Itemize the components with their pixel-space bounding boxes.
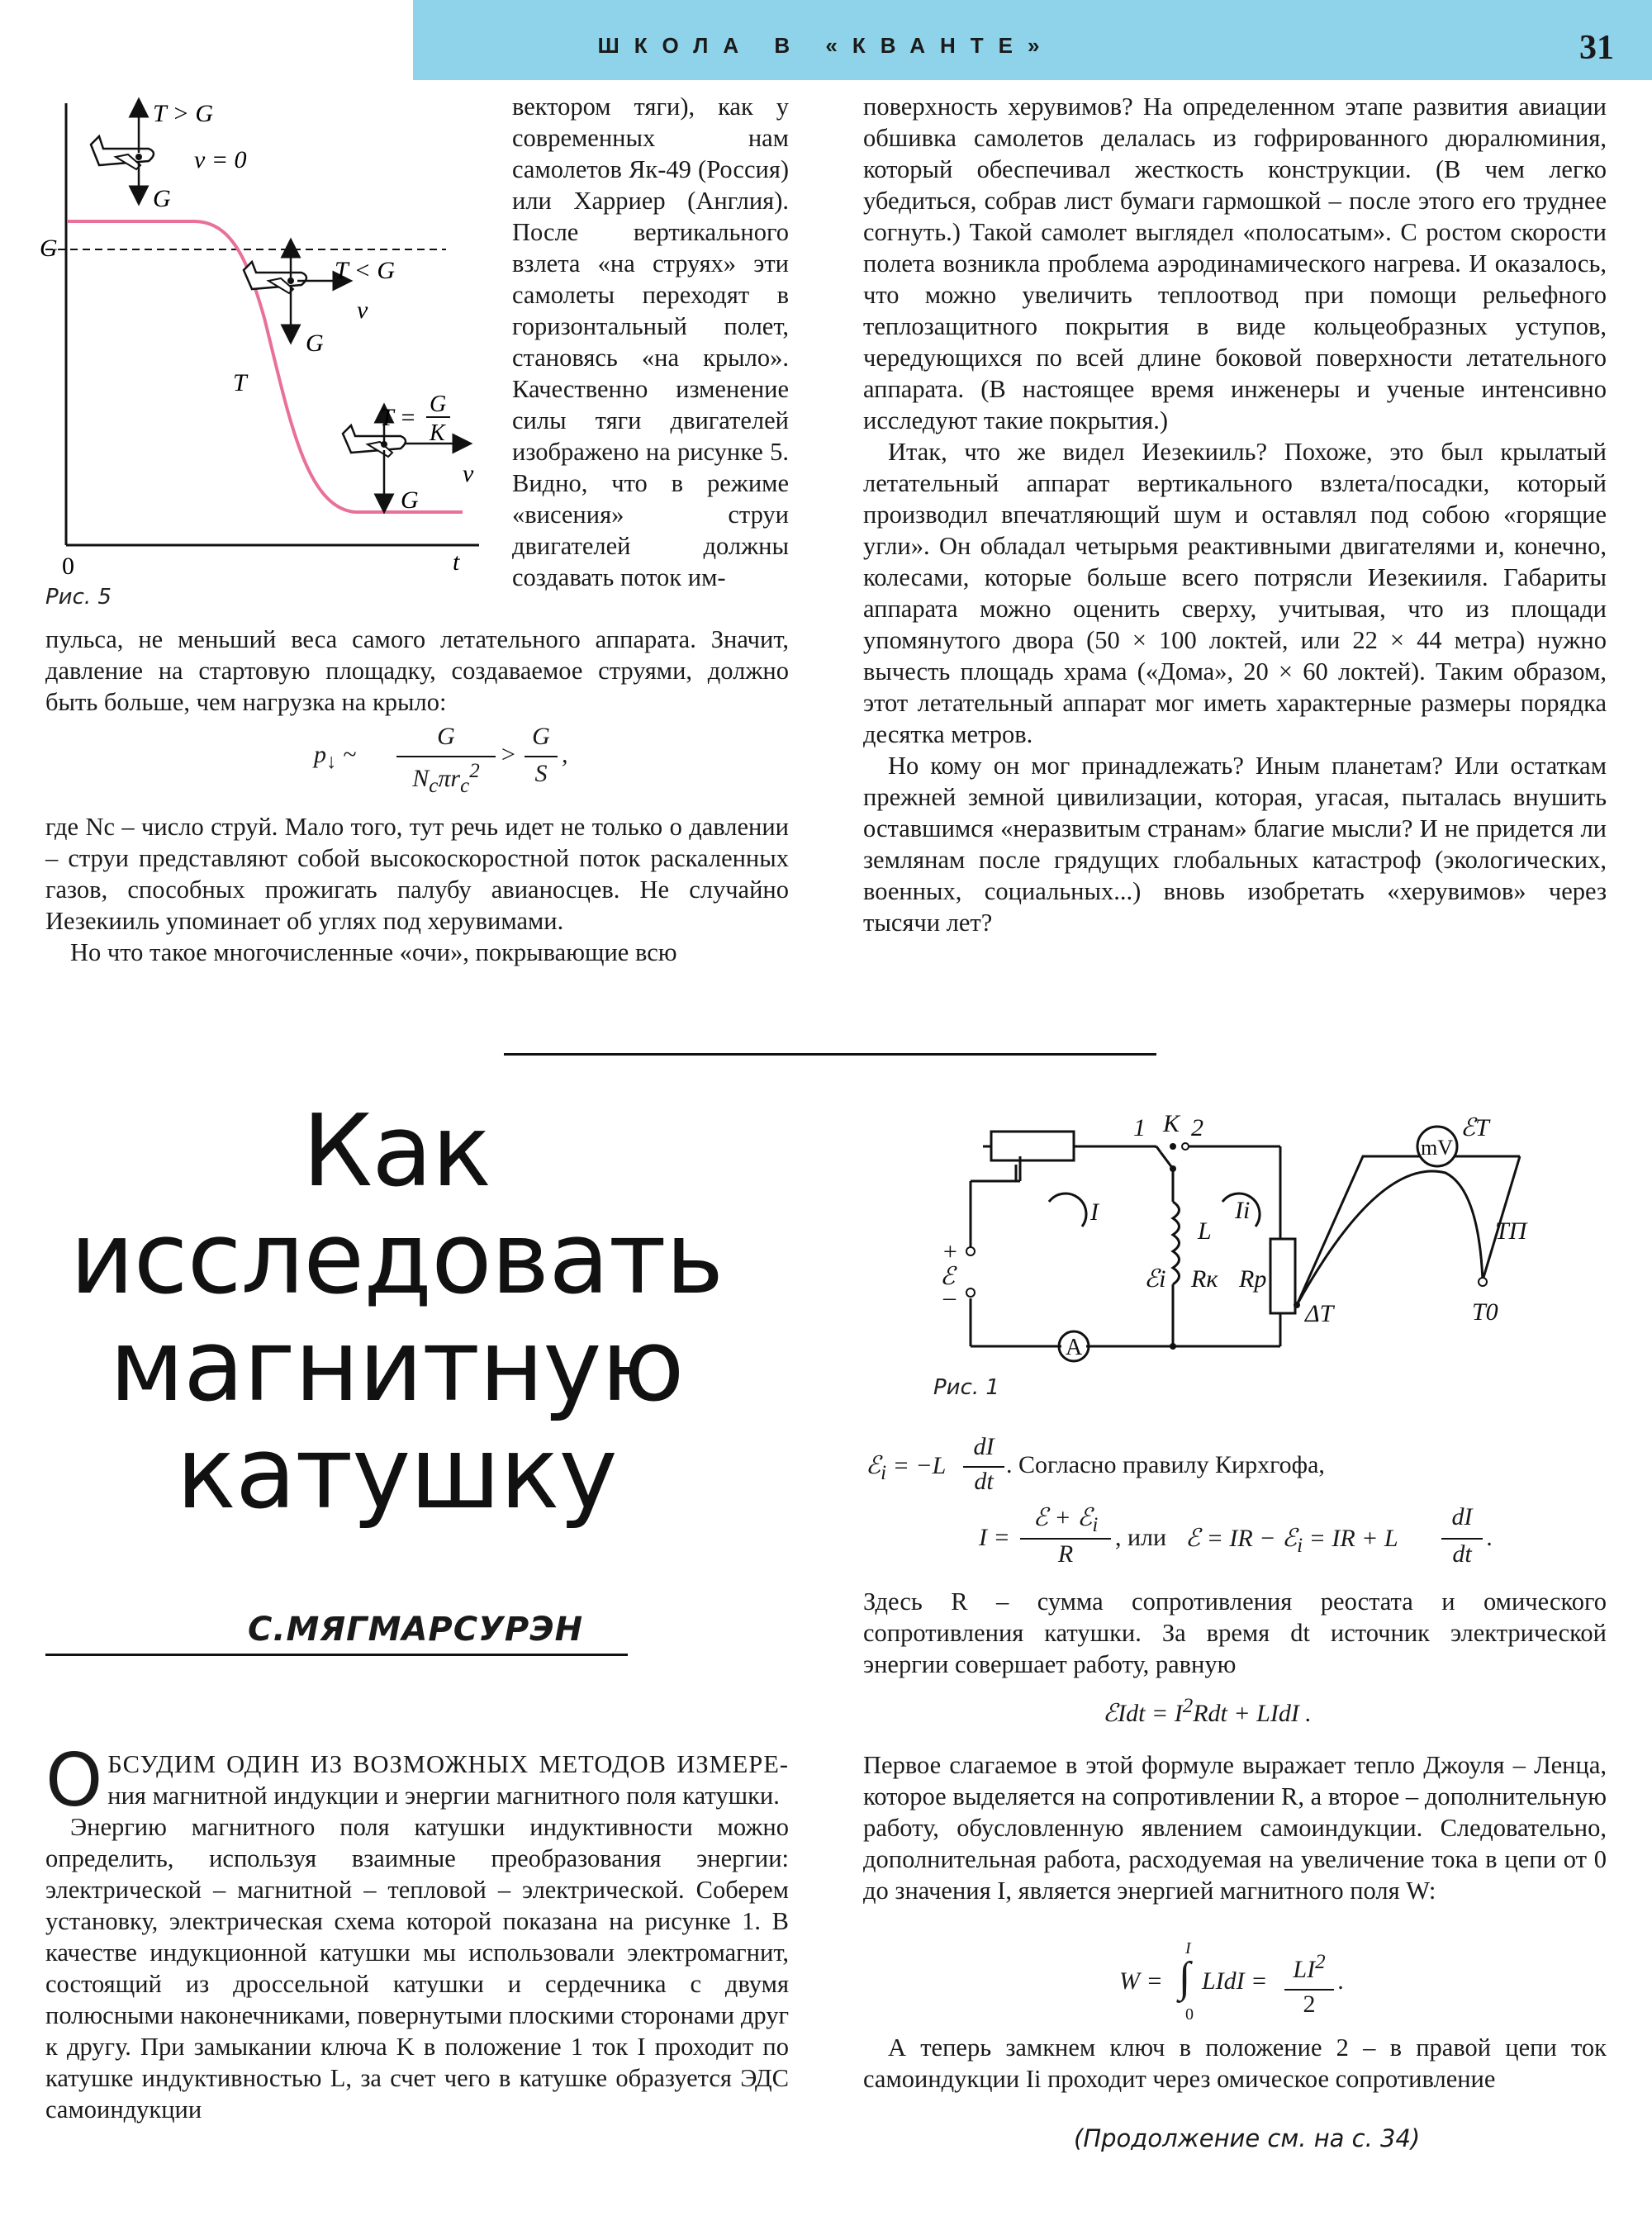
- label-e: ℰ: [940, 1263, 956, 1290]
- label-dt: ΔT: [1305, 1300, 1334, 1327]
- label-g2: G: [306, 330, 324, 357]
- article-body: [45, 1738, 789, 2125]
- article-author: С.МЯГМАРСУРЭН: [248, 1611, 584, 1649]
- label-ii: Ii: [1235, 1197, 1251, 1224]
- lead-paragraph: ОБСУДИМ ОДИН ИЗ ВОЗМОЖНЫХ МЕТОДОВ ИЗМЕРЕ- ния магнитной индукции и энергии магнитного поля катушки.: [45, 1738, 789, 1823]
- paragraph: Итак, что же видел Иезекииль? Похоже, это был крылатый летательный аппарат вертикального взлета/посадки, который производил впечатляющий шум и оставлял под собою «горящие угли». Он обладал четырьмя реактивными двигателями и, конечно, колесами, которые больше всего потрясли Иезекииля. Габариты аппарата можно оценить сверху, учитывая, что из площади упомянутого двора (50 × 100 локтей, или 22 × 44 метра) нужно вычесть площадь храма («Дома», 20 × 60 локтей). Таким образом, этот летательный аппарат мог иметь характерные размеры порядка десятка метров.: [863, 438, 1607, 748]
- label-v0: v = 0: [194, 146, 247, 173]
- left-wrap-text: вектором тяги), как у современных нам самолетов Як-49 (Россия) или Харриер (Англия). После вертикального взлета «на струях» эти самолеты переходят в горизонтальный полет, становясь «на крыло». Качественно изменение силы тяги двигателей изображено на рисунке 5. Видно, что в режиме «висения» струи двигателей должны создавать поток им-: [512, 93, 789, 591]
- label-t: T: [233, 369, 247, 396]
- label-l: L: [1198, 1217, 1212, 1245]
- thrust-curve: [68, 221, 463, 512]
- continued-note: (Продолжение см. на с. 34): [1074, 2124, 1421, 2152]
- figure-1-caption: Рис. 1: [933, 1375, 999, 1400]
- paragraph: поверхность херувимов? На определенном этапе развития авиации обшивка самолетов делалась из гофрированного дюралюминия, который обеспечивал жесткость конструкции. (В чем легко убедиться, собрав лист бумаги гармошкой – после этого его труднее согнуть.) Такой самолет выглядел «полосатым». С ростом скорости полета возникла проблема аэродинамического нагрева. И оказалось, что можно увеличить теплоотвод при помощи рельефного теплозащитного покрытия в виде кольцеобразных уступов, чередующихся по всей длине боковой поверхности летательного аппарата. (В настоящее время инженеры и ученые интенсивно исследуют такие покрытия.): [863, 93, 1607, 434]
- formula-kirchhoff: I = ℰ + ℰ$_i$ R , или ℰ = IR − ℰ$_i$ = IR + L dI dt .: [979, 1503, 1493, 1568]
- paragraph: Энергию магнитного поля катушки индуктивности можно определить, используя взаимные преобразования энергии: электрической – магнитной – тепловой – электрической. Соберем установку, электрическая схема которой показана на рисунке 1. В качестве индукционной катушки мы использовали электромагнит, состоящий из дроссельной катушки и сердечника с двумя полюсными наконечниками, повернутыми плоскими сторонами друг к другу. При замыкании ключа K в положение 1 ток I проходит по катушке индуктивностью L, за счет чего в катушке образуется ЭДС самоиндукции: [45, 1813, 789, 2123]
- label-t-lt-g: T < G: [335, 257, 396, 284]
- label-tp: ТП: [1495, 1217, 1527, 1245]
- dropcap: О: [45, 1738, 103, 1823]
- paragraph: где Nc – число струй. Мало того, тут речь идет не только о давлении – струи представляют собой высокоскоростной поток раскаленных газов, способных прожигать палубу авианосцев. Не случайно Иезекииль упоминает об углях под херувимами.: [45, 813, 789, 935]
- label-t-eq: T =: [380, 404, 416, 431]
- page-number: 31: [1579, 29, 1614, 67]
- right-column-bottom-1: [863, 1586, 1607, 1680]
- label-g3: G: [401, 486, 419, 514]
- paragraph: Но кому он мог принадлежать? Иным планетам? Или остаткам прежней земной цивилизации, которая, угасая, пыталась внушить оставшимся «неразвитым странам» благие мысли? И не придется ли землянам после грядущих глобальных катастроф (экологических, военных, социальных...) вновь изобретать «херувимов» через тысячи лет?: [863, 752, 1607, 937]
- paragraph: пульса, не меньший веса самого летательного аппарата. Значит, давление на стартовую площадку, создаваемое струями, должно быть больше, чем нагрузка на крыло:: [45, 625, 789, 716]
- label-t-gt-g: T > G: [153, 100, 214, 127]
- label-gfrac: G: [430, 391, 447, 417]
- label-a: A: [1066, 1335, 1083, 1360]
- formula-pressure: $p_↓$ ~ G $N_c\pi r_c^2$ > G S ,: [314, 723, 568, 797]
- label-rk: Rк: [1191, 1265, 1218, 1293]
- right-column-top: [863, 91, 1607, 938]
- label-v1: v: [357, 297, 368, 324]
- left-column-top: [45, 624, 789, 718]
- label-plus: +: [942, 1238, 959, 1265]
- label-et: ℰT: [1460, 1114, 1489, 1141]
- plane-icon: [91, 107, 154, 196]
- running-header: ШКОЛА В «КВАНТЕ»: [597, 33, 1055, 58]
- figure-5: [17, 87, 496, 582]
- formula-work: ℰIdt = $I^2Rdt$ + LIdI .: [1103, 1695, 1312, 1727]
- right-column-bottom-3: [863, 2032, 1607, 2095]
- right-column-bottom-2: [863, 1749, 1607, 1906]
- formula-energy: W = I ∫ 0 LIdI = $LI^2$ 2 .: [1119, 1939, 1345, 2024]
- label-t0: T0: [1472, 1298, 1498, 1326]
- label-g-axis: G: [40, 235, 58, 262]
- left-column-top-2: [45, 811, 789, 968]
- label-mv: mV: [1421, 1136, 1453, 1160]
- label-kfrac: K: [430, 420, 445, 446]
- label-minus: –: [943, 1284, 956, 1311]
- label-zero: 0: [62, 553, 74, 580]
- label-i: I: [1090, 1198, 1099, 1226]
- author-rule: [45, 1654, 628, 1656]
- label-k: K: [1163, 1110, 1180, 1137]
- label-v2: v: [463, 460, 474, 487]
- paragraph: Первое слагаемое в этой формуле выражает тепло Джоуля – Ленца, которое выделяется на сопротивлении R, а второе – дополнительную работу, обусловленную явлением самоиндукции. Следовательно, дополнительная работа, расходуемая на увеличение тока в цепи от 0 до значения I, является энергией магнитного поля W:: [863, 1751, 1607, 1905]
- label-rp: Rр: [1239, 1265, 1267, 1293]
- label-ei: ℰi: [1144, 1265, 1166, 1293]
- figure-5-caption: Рис. 5: [45, 585, 112, 610]
- formula-emf: ℰ$_i$ = −L dI dt . Согласно правилу Кирхгофа,: [866, 1433, 1325, 1495]
- label-g1: G: [153, 185, 171, 212]
- plane-icon: [244, 248, 343, 335]
- figure-1-circuit: [917, 1107, 1627, 1404]
- paragraph: Но что такое многочисленные «очи», покрывающие всю: [70, 938, 677, 966]
- label-t-axis: t: [453, 548, 460, 576]
- section-divider: [504, 1053, 1156, 1056]
- paragraph: А теперь замкнем ключ в положение 2 – в правой цепи ток самоиндукции Ii проходит через омическое сопротивление: [863, 2033, 1607, 2093]
- label-n2: 2: [1191, 1114, 1203, 1141]
- article-title: Как исследовать магнитную катушку: [69, 1094, 724, 1531]
- label-n1: 1: [1133, 1114, 1146, 1141]
- paragraph: Здесь R – сумма сопротивления реостата и омического сопротивления катушки. За время dt источник электрической энергии совершает работу, равную: [863, 1587, 1607, 1678]
